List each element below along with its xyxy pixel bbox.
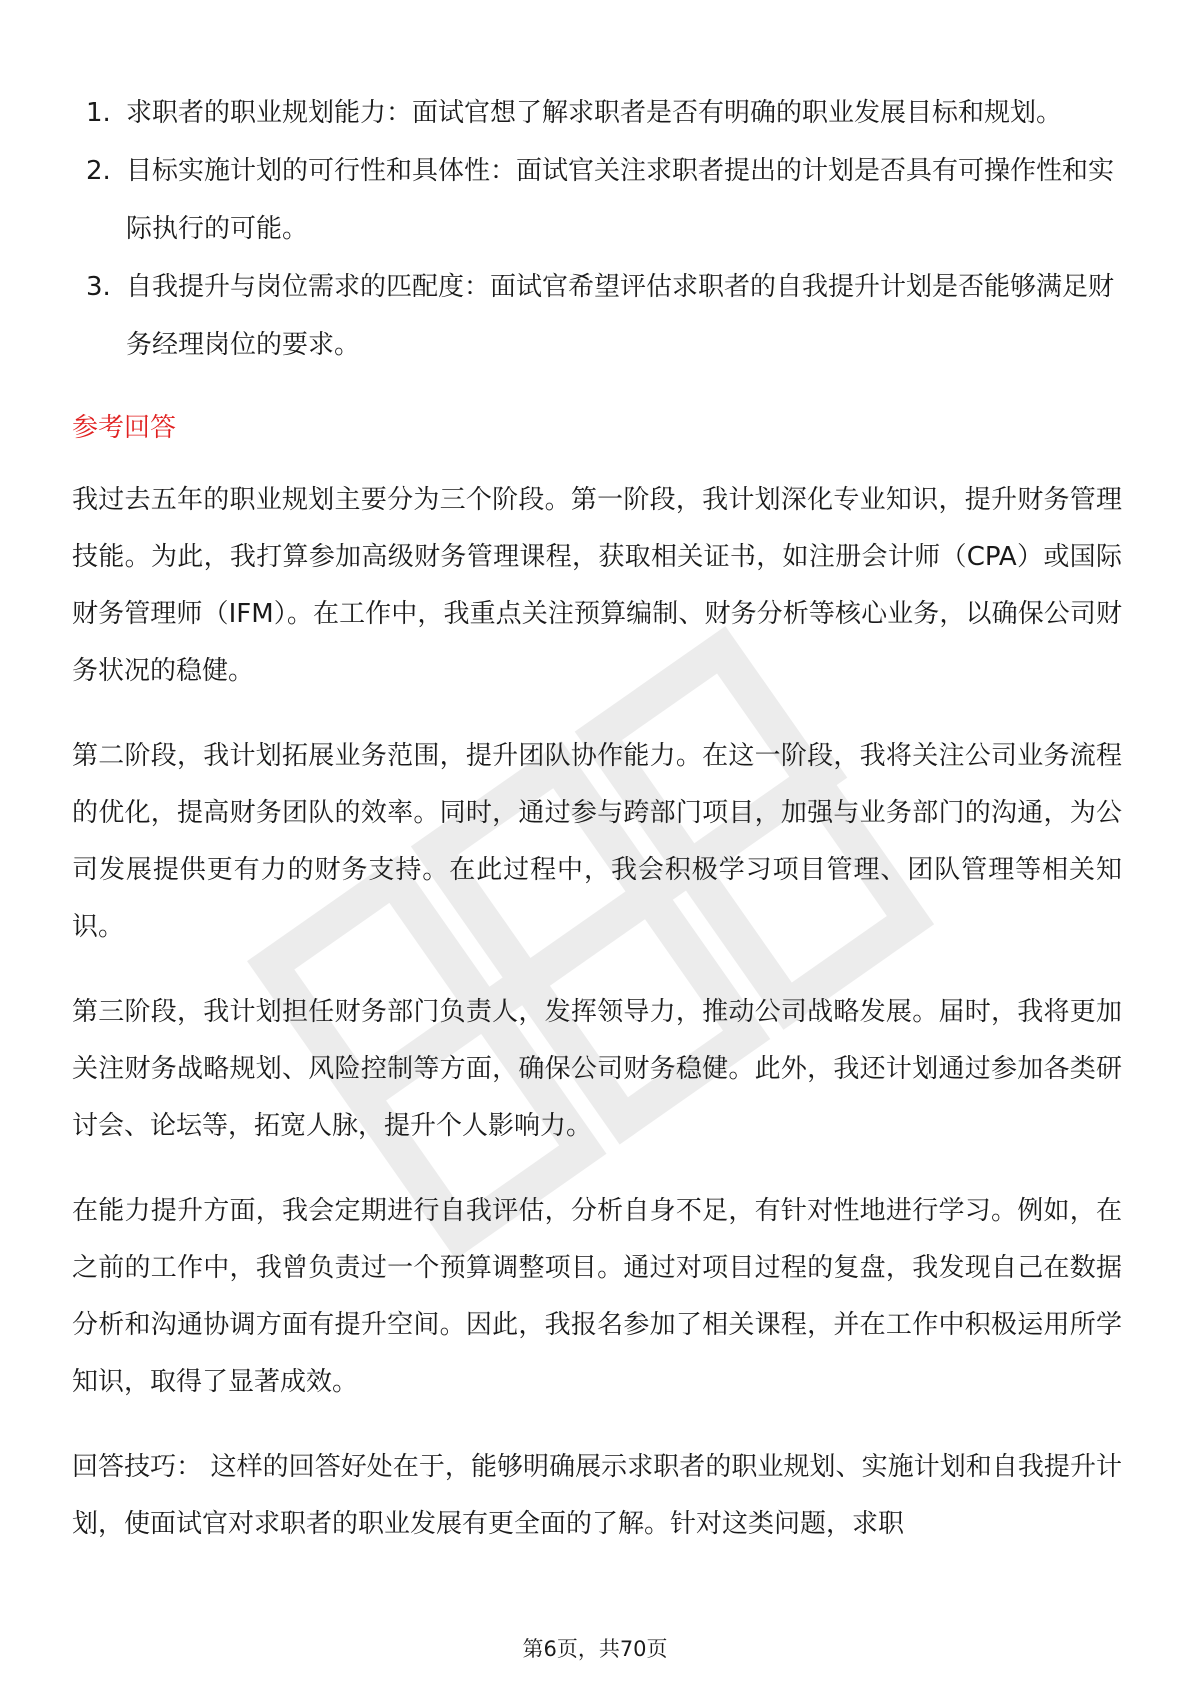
- answer-paragraph: 第二阶段，我计划拓展业务范围，提升团队协作能力。在这一阶段，我将关注公司业务流程的优化，提高财务团队的效率。同时，通过参与跨部门项目，加强与业务部门的沟通，为公司发展提供更有力的财务支持。在此过程中，我会积极学习项目管理、团队管理等相关知识。: [72, 741, 1122, 942]
- answer-paragraph: 我过去五年的职业规划主要分为三个阶段。第一阶段，我计划深化专业知识，提升财务管理技能。为此，我打算参加高级财务管理课程，获取相关证书，如注册会计师（CPA）或国际财务管理师（IFM）。在工作中，我重点关注预算编制、财务分析等核心业务，以确保公司财务状况的稳健。: [72, 485, 1122, 686]
- answer-paragraph: 第三阶段，我计划担任财务部门负责人，发挥领导力，推动公司战略发展。届时，我将更加关注财务战略规划、风险控制等方面，确保公司财务稳健。此外，我还计划通过参加各类研讨会、论坛等，拓宽人脉，提升个人影响力。: [72, 997, 1122, 1141]
- page-content: [72, 84, 1122, 1553]
- list-number: 3.: [86, 272, 111, 302]
- list-item: [72, 258, 1122, 374]
- list-text: 自我提升与岗位需求的匹配度：面试官希望评估求职者的自我提升计划是否能够满足财务经理岗位的要求。: [126, 272, 1115, 360]
- criteria-list: [72, 84, 1122, 374]
- answer-tips-paragraph: 回答技巧： 这样的回答好处在于，能够明确展示求职者的职业规划、实施计划和自我提升计划，使面试官对求职者的职业发展有更全面的了解。针对这类问题，求职: [72, 1452, 1122, 1539]
- section-heading: 参考回答: [72, 413, 177, 443]
- list-item: [72, 142, 1122, 258]
- page-footer: 第6页，共70页: [522, 1637, 668, 1661]
- list-number: 1.: [86, 98, 111, 128]
- list-number: 2.: [86, 156, 111, 186]
- answer-paragraph: 在能力提升方面，我会定期进行自我评估，分析自身不足，有针对性地进行学习。例如，在之前的工作中，我曾负责过一个预算调整项目。通过对项目过程的复盘，我发现自己在数据分析和沟通协调方面有提升空间。因此，我报名参加了相关课程，并在工作中积极运用所学知识，取得了显著成效。: [72, 1196, 1122, 1397]
- list-text: 目标实施计划的可行性和具体性：面试官关注求职者提出的计划是否具有可操作性和实际执行的可能。: [126, 156, 1115, 244]
- list-item: [72, 84, 1122, 142]
- list-text: 求职者的职业规划能力：面试官想了解求职者是否有明确的职业发展目标和规划。: [126, 98, 1063, 128]
